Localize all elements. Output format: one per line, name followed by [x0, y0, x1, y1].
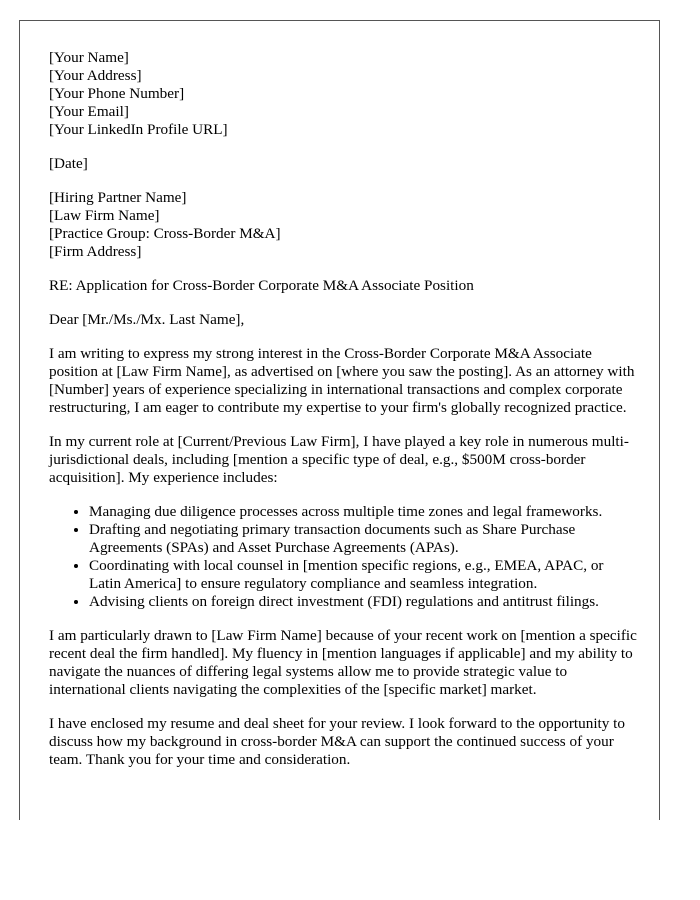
list-item: • Drafting and negotiating primary transaction documents such as Share Purchase Agreements (SPAs) and Asset Purchase Agreements (APAs). [89, 521, 639, 557]
paragraph-current-role: In my current role at [Current/Previous Law Firm], I have played a key role in numerous multi-jurisdictional deals, including [mention a specific type of deal, e.g., $500M cross-border acquisition]. My experience includes: [49, 433, 629, 486]
sender-linkedin: [Your LinkedIn Profile URL] [49, 121, 228, 138]
sender-block [49, 49, 639, 139]
list-item: • Advising clients on foreign direct investment (FDI) regulations and antitrust filings. [89, 593, 639, 611]
sender-phone: [Your Phone Number] [49, 85, 185, 102]
recipient-firm: [Law Firm Name] [49, 207, 160, 224]
letter-content [49, 49, 639, 785]
paragraph-why-firm: I am particularly drawn to [Law Firm Name] because of your recent work on [mention a specific recent deal the firm handled]. My fluency in [mention languages if applicable] and my ability to navigate the nuances of differing legal systems allow me to provide strategic value to international clients navigating the complexities of the [specific market] market. [49, 627, 637, 698]
experience-list [49, 503, 639, 611]
recipient-block [49, 189, 639, 261]
recipient-name: [Hiring Partner Name] [49, 189, 187, 206]
paragraph-closing: I have enclosed my resume and deal sheet for your review. I look forward to the opportunity to discuss how my background in cross-border M&A can support the continued success of your team. Thank you for your time and consideration. [49, 715, 625, 768]
list-item: • Coordinating with local counsel in [mention specific regions, e.g., EMEA, APAC, or Latin America] to ensure regulatory compliance and seamless integration. [89, 557, 639, 593]
salutation: Dear [Mr./Ms./Mx. Last Name], [49, 311, 245, 328]
sender-name: [Your Name] [49, 49, 129, 66]
recipient-practice-group: [Practice Group: Cross-Border M&A] [49, 225, 281, 242]
sender-address: [Your Address] [49, 67, 142, 84]
letter-page [19, 20, 660, 820]
paragraph-intro: I am writing to express my strong interest in the Cross-Border Corporate M&A Associate position at [Law Firm Name], as advertised on [where you saw the posting]. As an attorney with [Number] years of experience specializing in international transactions and complex corporate restructuring, I am eager to contribute my expertise to your firm's globally recognized practice. [49, 345, 635, 416]
letter-date: [Date] [49, 155, 88, 172]
recipient-address: [Firm Address] [49, 243, 142, 260]
subject-line: RE: Application for Cross-Border Corporate M&A Associate Position [49, 277, 474, 294]
sender-email: [Your Email] [49, 103, 129, 120]
list-item: • Managing due diligence processes across multiple time zones and legal frameworks. [89, 503, 639, 521]
